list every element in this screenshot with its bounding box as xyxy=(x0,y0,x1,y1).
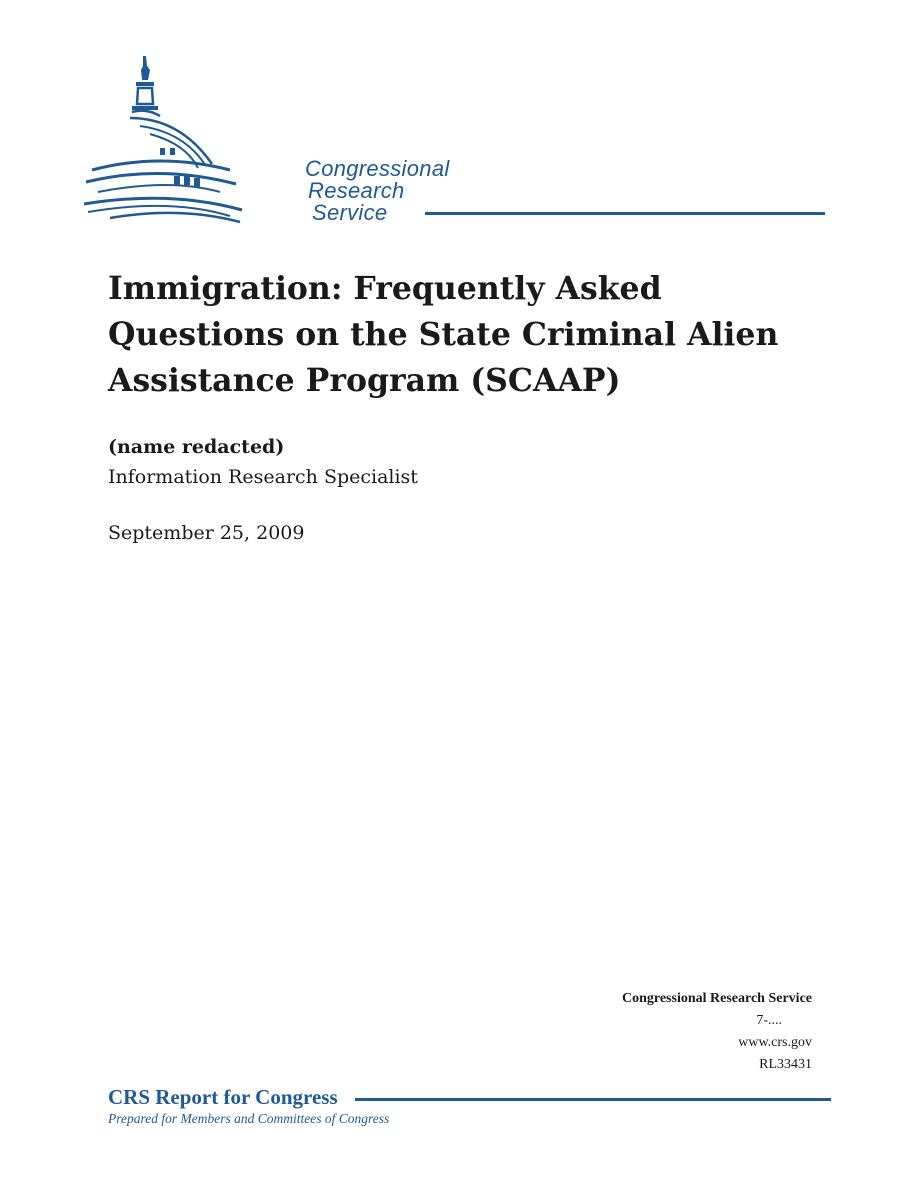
brand-rule xyxy=(425,212,825,215)
crs-logo xyxy=(80,52,830,227)
brand-line-2: Research xyxy=(308,178,405,203)
publication-date: September 25, 2009 xyxy=(108,522,305,544)
brand-line-3: Service xyxy=(312,200,388,225)
footer-subtitle: Prepared for Members and Committees of Congress xyxy=(108,1111,390,1126)
author-name: (name redacted) xyxy=(108,436,285,458)
capitol-dome-icon xyxy=(80,52,310,227)
report-meta xyxy=(622,988,812,1076)
author-role: Information Research Specialist xyxy=(108,466,418,488)
footer-rule xyxy=(355,1098,831,1101)
meta-website[interactable]: www.crs.gov xyxy=(738,1035,812,1050)
report-title: Immigration: Frequently Asked Questions on the State Criminal Alien Assistance Program (SCAAP) xyxy=(108,270,779,399)
meta-report-number: RL33431 xyxy=(759,1057,812,1072)
footer-title: CRS Report for Congress xyxy=(108,1085,338,1109)
brand-line-1: Congressional xyxy=(305,156,450,181)
meta-org: Congressional Research Service xyxy=(621,991,812,1006)
meta-code: 7-.... xyxy=(756,1013,782,1028)
